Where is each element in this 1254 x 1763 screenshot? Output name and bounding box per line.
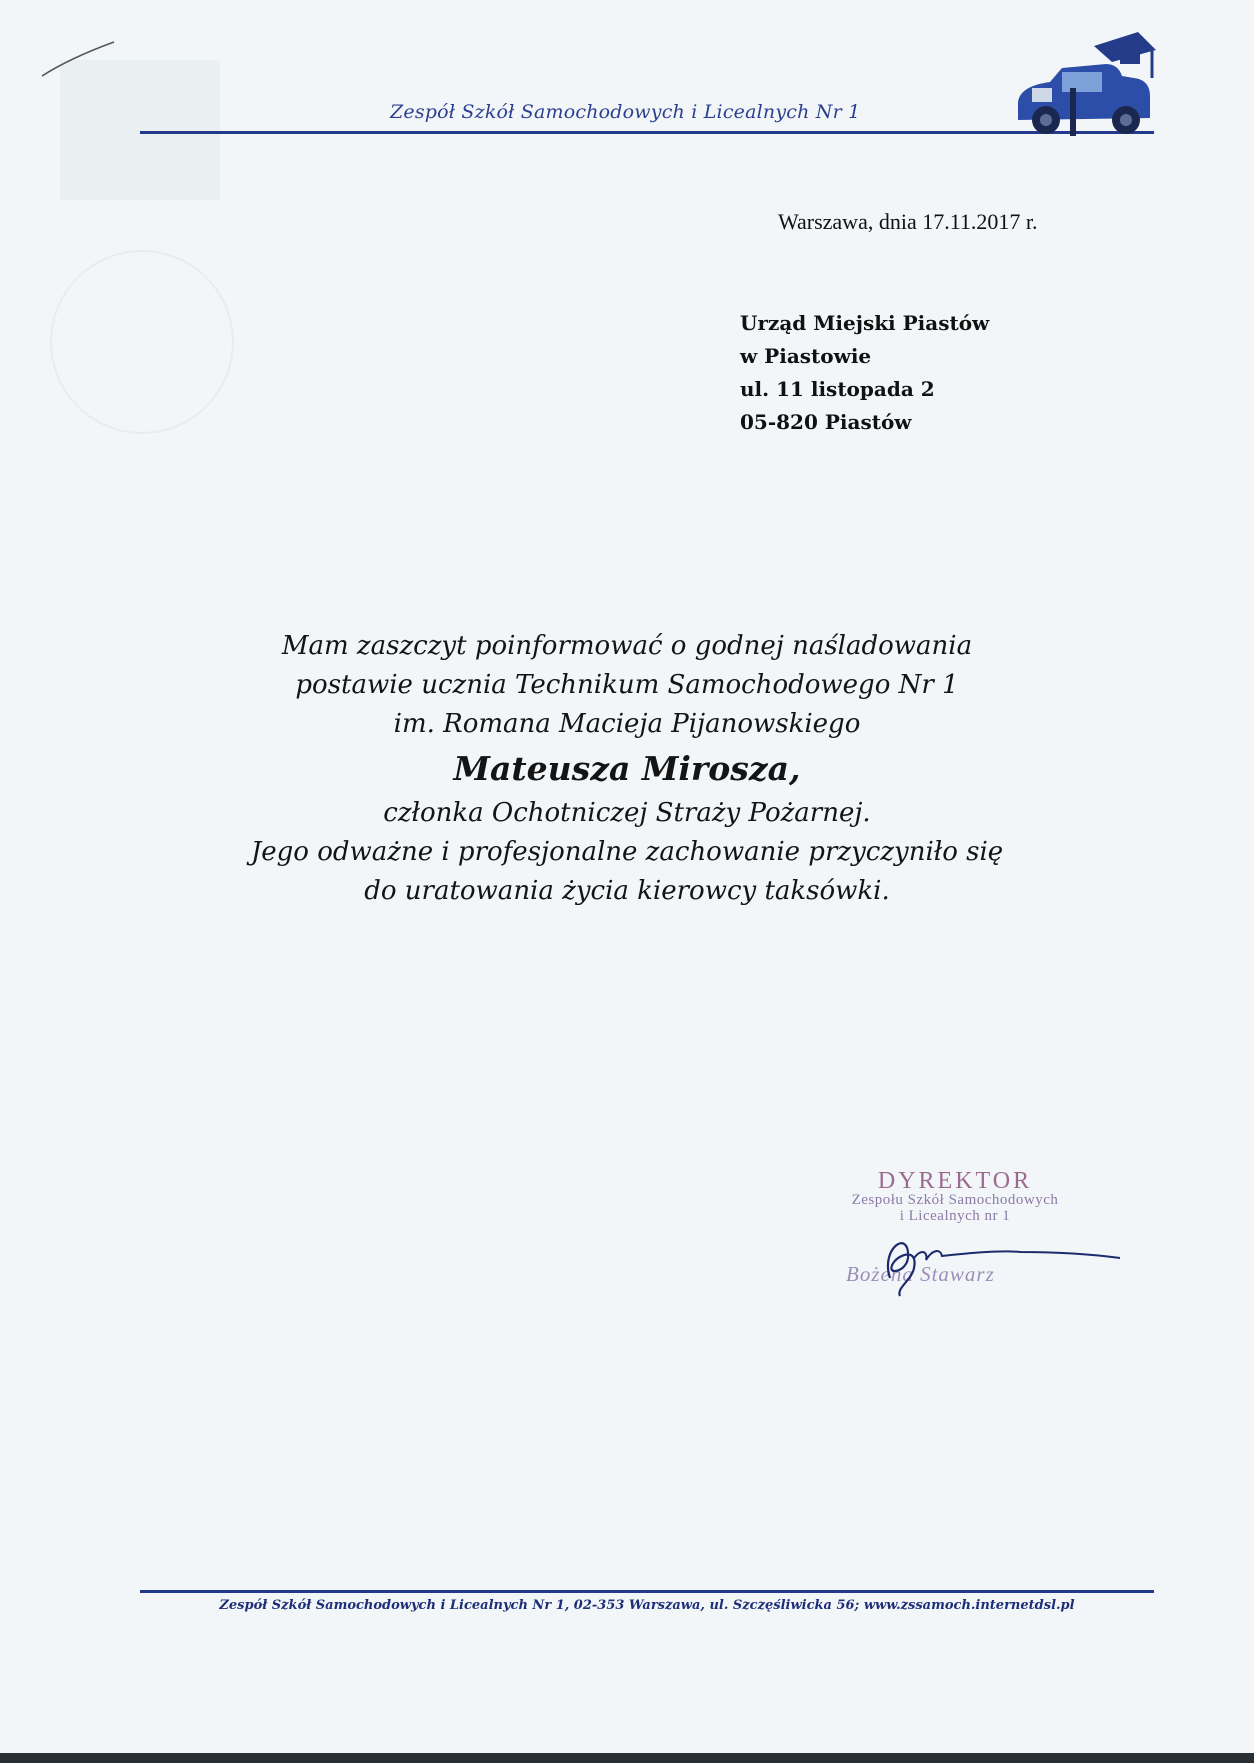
stamp-line: Zespołu Szkół Samochodowych	[851, 1192, 1059, 1208]
letter-date: Warszawa, dnia 17.11.2017 r.	[778, 209, 1038, 234]
student-name: Mateusza Mirosza,	[453, 749, 801, 788]
body-line: członka Ochotniczej Straży Pożarnej.	[383, 798, 871, 828]
footer-divider	[140, 1590, 1154, 1593]
body-line: do uratowania życia kierowcy taksówki.	[364, 876, 890, 906]
header-divider	[140, 131, 1154, 134]
handwritten-signature	[870, 1218, 1130, 1298]
recipient-line: ul. 11 listopada 2	[740, 377, 935, 401]
footer-address: Zespół Szkół Samochodowych i Licealnych Nr 1, 02-353 Warszawa, ul. Szczęśliwicka 56; www.zssamoch.internetdsl.pl	[219, 1598, 1075, 1613]
school-letterhead-title: Zespół Szkół Samochodowych i Licealnych Nr 1	[390, 101, 861, 123]
body-line: Mam zaszczyt poinformować o godnej naśladowania	[281, 631, 973, 661]
stamp-title: DYREKTOR	[877, 1168, 1033, 1194]
body-line: postawie ucznia Technikum Samochodowego Nr 1	[295, 670, 959, 700]
vintage-car-graduation-cap-icon	[1010, 28, 1160, 138]
stamp-director-name: Bożena Stawarz	[846, 1262, 995, 1286]
recipient-line: Urząd Miejski Piastów	[740, 311, 990, 335]
stamp-line: i Licealnych nr 1	[899, 1208, 1011, 1224]
pen-mark-icon	[40, 36, 120, 86]
recipient-line: w Piastowie	[740, 344, 872, 368]
letter-body	[150, 627, 1104, 911]
body-line: im. Romana Macieja Pijanowskiego	[393, 709, 861, 739]
body-line: Jego odważne i profesjonalne zachowanie przyczyniło się	[250, 837, 1004, 867]
scan-edge	[0, 1753, 1254, 1763]
faded-stamp-mark	[50, 250, 234, 434]
recipient-address	[740, 307, 989, 439]
recipient-line: 05-820 Piastów	[740, 410, 912, 434]
